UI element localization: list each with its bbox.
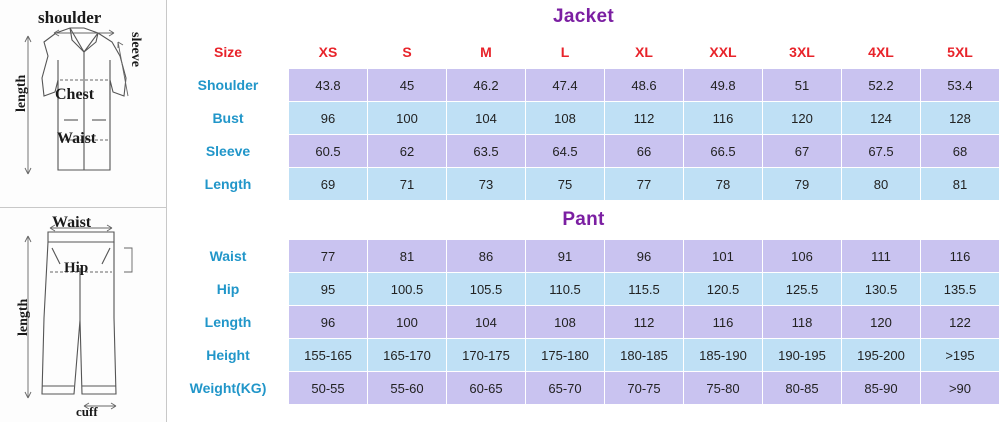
pant-cell: 135.5 (921, 273, 1000, 306)
jacket-cell: 51 (763, 69, 842, 102)
table-row (168, 135, 1000, 168)
pant-cell: 111 (842, 240, 921, 273)
jacket-cell: 47.4 (526, 69, 605, 102)
pant-cell: 81 (368, 240, 447, 273)
pant-cell: 118 (763, 306, 842, 339)
jacket-size-header-xxl: XXL (684, 36, 763, 69)
pant-cell: 105.5 (447, 273, 526, 306)
jacket-cell: 81 (921, 168, 1000, 201)
jacket-cell: 71 (368, 168, 447, 201)
pant-cell: 65-70 (526, 372, 605, 405)
pant-row-label-waist: Waist (168, 240, 289, 273)
pant-row-label-hip: Hip (168, 273, 289, 306)
jacket-header-row (168, 36, 1000, 69)
jacket-cell: 67 (763, 135, 842, 168)
pant-cell: 85-90 (842, 372, 921, 405)
pant-cell: 185-190 (684, 339, 763, 372)
pant-cell: 175-180 (526, 339, 605, 372)
jacket-cell: 68 (921, 135, 1000, 168)
pant-cell: 170-175 (447, 339, 526, 372)
tables-column (167, 0, 1000, 422)
pant-cell: 96 (605, 240, 684, 273)
jacket-cell: 116 (684, 102, 763, 135)
jacket-cell: 60.5 (289, 135, 368, 168)
jacket-cell: 75 (526, 168, 605, 201)
jacket-cell: 112 (605, 102, 684, 135)
jacket-cell: 48.6 (605, 69, 684, 102)
pant-row-label-height: Height (168, 339, 289, 372)
jacket-cell: 46.2 (447, 69, 526, 102)
jacket-cell: 128 (921, 102, 1000, 135)
jacket-size-header-4xl: 4XL (842, 36, 921, 69)
jacket-cell: 104 (447, 102, 526, 135)
pant-cell: 130.5 (842, 273, 921, 306)
pant-cell: 106 (763, 240, 842, 273)
jacket-cell: 73 (447, 168, 526, 201)
jacket-cell: 49.8 (684, 69, 763, 102)
pant-cell: 195-200 (842, 339, 921, 372)
jacket-size-header-5xl: 5XL (921, 36, 1000, 69)
pant-label-length: length (16, 298, 31, 336)
table-row (168, 306, 1000, 339)
pant-label-waist: Waist (52, 214, 92, 231)
table-row (168, 273, 1000, 306)
jacket-row-label-shoulder: Shoulder (168, 69, 289, 102)
table-row (168, 69, 1000, 102)
jacket-cell: 43.8 (289, 69, 368, 102)
table-row (168, 339, 1000, 372)
jacket-cell: 63.5 (447, 135, 526, 168)
pant-label-hip: Hip (64, 260, 89, 276)
jacket-cell: 79 (763, 168, 842, 201)
jacket-size-header-xl: XL (605, 36, 684, 69)
pant-cell: 75-80 (684, 372, 763, 405)
pant-cell: 122 (921, 306, 1000, 339)
jacket-size-header: Size (168, 36, 289, 69)
pant-cell: 125.5 (763, 273, 842, 306)
jacket-label-sleeve: sleeve (128, 32, 143, 67)
jacket-row-label-sleeve: Sleeve (168, 135, 289, 168)
jacket-cell: 66 (605, 135, 684, 168)
pant-row-label-weight-kg: Weight(KG) (168, 372, 289, 405)
pant-cell: 110.5 (526, 273, 605, 306)
illustration-column (0, 0, 167, 422)
pant-cell: 112 (605, 306, 684, 339)
pant-cell: 190-195 (763, 339, 842, 372)
pant-cell: 165-170 (368, 339, 447, 372)
pant-cell: 50-55 (289, 372, 368, 405)
pant-cell: 120 (842, 306, 921, 339)
jacket-cell: 100 (368, 102, 447, 135)
pant-size-table (167, 239, 1000, 405)
jacket-row-label-bust: Bust (168, 102, 289, 135)
jacket-cell: 66.5 (684, 135, 763, 168)
jacket-cell: 69 (289, 168, 368, 201)
pant-label-cuff: cuff (76, 404, 98, 419)
jacket-cell: 52.2 (842, 69, 921, 102)
table-row (168, 102, 1000, 135)
jacket-label-waist: Waist (57, 130, 97, 147)
jacket-label-length: length (14, 74, 29, 112)
pant-illustration (0, 208, 166, 422)
jacket-size-header-l: L (526, 36, 605, 69)
pant-cell: 104 (447, 306, 526, 339)
pant-table-title: Pant (562, 209, 605, 230)
pant-cell: 120.5 (684, 273, 763, 306)
pant-cell: >195 (921, 339, 1000, 372)
jacket-cell: 53.4 (921, 69, 1000, 102)
pant-cell: 77 (289, 240, 368, 273)
jacket-cell: 124 (842, 102, 921, 135)
pant-cell: 115.5 (605, 273, 684, 306)
pant-cell: 180-185 (605, 339, 684, 372)
table-row (168, 372, 1000, 405)
jacket-label-chest: Chest (55, 86, 95, 103)
jacket-cell: 108 (526, 102, 605, 135)
jacket-size-header-xs: XS (289, 36, 368, 69)
jacket-illustration (0, 0, 166, 208)
jacket-cell: 64.5 (526, 135, 605, 168)
pant-cell: 116 (921, 240, 1000, 273)
pant-cell: 70-75 (605, 372, 684, 405)
jacket-label-shoulder: shoulder (38, 8, 102, 27)
pant-cell: 91 (526, 240, 605, 273)
pant-row-label-length: Length (168, 306, 289, 339)
jacket-size-header-m: M (447, 36, 526, 69)
jacket-size-header-3xl: 3XL (763, 36, 842, 69)
pant-cell: 86 (447, 240, 526, 273)
pant-cell: 80-85 (763, 372, 842, 405)
pant-cell: 60-65 (447, 372, 526, 405)
jacket-cell: 77 (605, 168, 684, 201)
pant-cell: 101 (684, 240, 763, 273)
pant-cell: 100.5 (368, 273, 447, 306)
jacket-cell: 78 (684, 168, 763, 201)
table-row (168, 240, 1000, 273)
table-row (168, 168, 1000, 201)
jacket-size-table (167, 35, 1000, 201)
pant-cell: 155-165 (289, 339, 368, 372)
jacket-cell: 80 (842, 168, 921, 201)
jacket-cell: 67.5 (842, 135, 921, 168)
jacket-row-label-length: Length (168, 168, 289, 201)
jacket-table-title: Jacket (553, 6, 614, 27)
jacket-size-header-s: S (368, 36, 447, 69)
pant-cell: 116 (684, 306, 763, 339)
pant-cell: 96 (289, 306, 368, 339)
jacket-cell: 62 (368, 135, 447, 168)
jacket-cell: 96 (289, 102, 368, 135)
jacket-cell: 120 (763, 102, 842, 135)
pant-cell: 100 (368, 306, 447, 339)
pant-cell: 55-60 (368, 372, 447, 405)
jacket-cell: 45 (368, 69, 447, 102)
pant-cell: 95 (289, 273, 368, 306)
pant-cell: 108 (526, 306, 605, 339)
pant-cell: >90 (921, 372, 1000, 405)
